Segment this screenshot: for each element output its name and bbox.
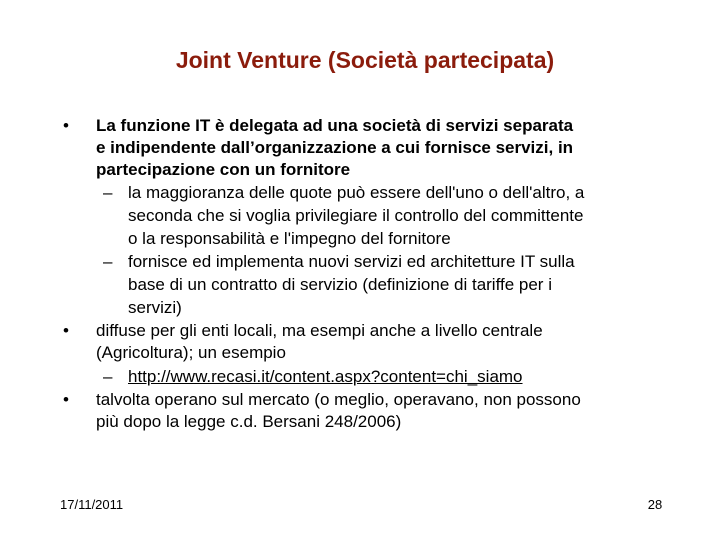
bullet-2-line-2: (Agricoltura); un esempio (96, 343, 286, 362)
bullet-marker: • (63, 390, 69, 409)
sub-1-1-line-1: la maggioranza delle quote può essere dell'uno o dell'altro, a (128, 183, 585, 202)
bullet-1-line-1: La funzione IT è delegata ad una società di servizi separata (96, 116, 574, 135)
bullet-3-line-2: più dopo la legge c.d. Bersani 248/2006) (96, 412, 402, 431)
recasi-link[interactable]: http://www.recasi.it/content.aspx?content=chi_siamo (128, 367, 523, 386)
bullet-3-line-1: talvolta operano sul mercato (o meglio, operavano, non possono (96, 390, 581, 409)
sub-1-1-line-2: seconda che si voglia privilegiare il controllo del committente (128, 206, 584, 225)
bullet-marker: • (63, 116, 69, 135)
footer-date: 17/11/2011 (60, 497, 124, 512)
dash-marker: – (103, 367, 113, 386)
bullet-2-line-1: diffuse per gli enti locali, ma esempi anche a livello centrale (96, 321, 543, 340)
sub-1-1-line-3: o la responsabilità e l'impegno del fornitore (128, 229, 451, 248)
bullet-1-line-3: partecipazione con un fornitore (96, 160, 351, 179)
sub-1-2-line-3: servizi) (128, 298, 182, 317)
sub-1-2-line-1: fornisce ed implementa nuovi servizi ed architetture IT sulla (128, 252, 575, 271)
dash-marker: – (103, 252, 113, 271)
sub-1-2-line-2: base di un contratto di servizio (definizione di tariffe per i (128, 275, 552, 294)
page-number: 28 (647, 497, 663, 512)
bullet-1-line-2: e indipendente dall’organizzazione a cui fornisce servizi, in (96, 138, 574, 157)
bullet-marker: • (63, 321, 69, 340)
slide-title: Joint Venture (Società partecipata) (175, 47, 555, 73)
dash-marker: – (103, 183, 113, 202)
